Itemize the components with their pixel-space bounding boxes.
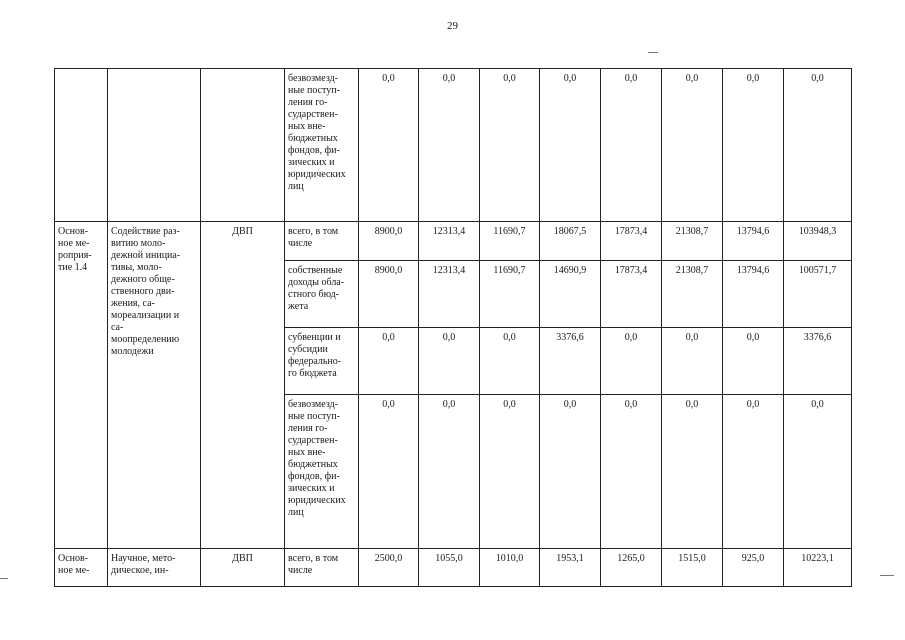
funding-source-cell: субвенции и субсидии федерально- го бюджета [285, 328, 359, 395]
event-name-cell [108, 69, 201, 222]
value-cell: 0,0 [419, 69, 480, 222]
value-cell: 2500,0 [359, 549, 419, 587]
value-cell: 0,0 [480, 69, 540, 222]
value-cell: 0,0 [662, 395, 723, 549]
value-cell: 0,0 [359, 395, 419, 549]
value-cell: 1515,0 [662, 549, 723, 587]
page-number: 29 [447, 20, 458, 32]
funding-source-cell: безвозмезд- ные поступ- ления го- сударствен- ных вне- бюджетных фондов, фи- зических и юридических лиц [285, 69, 359, 222]
value-cell: 11690,7 [480, 261, 540, 328]
table-row [55, 69, 852, 222]
event-status-cell [55, 69, 108, 222]
value-cell: 0,0 [359, 69, 419, 222]
funding-source-cell: всего, в том числе [285, 549, 359, 587]
value-cell: 1055,0 [419, 549, 480, 587]
value-cell: 0,0 [723, 69, 784, 222]
value-cell: 0,0 [601, 395, 662, 549]
value-cell: 0,0 [480, 395, 540, 549]
event-status-cell: Основ- ное ме- роприя- тие 1.4 [55, 222, 108, 549]
scan-mark [880, 575, 894, 576]
value-cell: 1010,0 [480, 549, 540, 587]
value-cell: 100571,7 [784, 261, 852, 328]
executor-cell: ДВП [201, 549, 285, 587]
executor-cell [201, 69, 285, 222]
funding-source-cell: собственные доходы обла- стного бюд- жета [285, 261, 359, 328]
funding-source-cell: безвозмезд- ные поступ- ления го- сударствен- ных вне- бюджетных фондов, фи- зических и юридических лиц [285, 395, 359, 549]
value-cell: 21308,7 [662, 261, 723, 328]
value-cell: 12313,4 [419, 261, 480, 328]
budget-table [54, 68, 852, 587]
value-cell: 14690,9 [540, 261, 601, 328]
value-cell: 103948,3 [784, 222, 852, 261]
value-cell: 0,0 [540, 395, 601, 549]
value-cell: 0,0 [784, 69, 852, 222]
value-cell: 0,0 [359, 328, 419, 395]
value-cell: 13794,6 [723, 222, 784, 261]
value-cell: 8900,0 [359, 261, 419, 328]
value-cell: 0,0 [784, 395, 852, 549]
value-cell: 18067,5 [540, 222, 601, 261]
scan-mark [0, 578, 8, 579]
event-status-cell: Основ- ное ме- [55, 549, 108, 587]
value-cell: 0,0 [419, 328, 480, 395]
event-name-cell: Содействие раз- витию моло- дежной инициа- тивы, моло- дежного обще- ственного дви- жения, са- мореализации и са- моопределению молодежи [108, 222, 201, 549]
value-cell: 1953,1 [540, 549, 601, 587]
value-cell: 21308,7 [662, 222, 723, 261]
value-cell: 0,0 [601, 328, 662, 395]
value-cell: 10223,1 [784, 549, 852, 587]
value-cell: 8900,0 [359, 222, 419, 261]
value-cell: 1265,0 [601, 549, 662, 587]
value-cell: 0,0 [662, 69, 723, 222]
value-cell: 12313,4 [419, 222, 480, 261]
event-name-cell: Научное, мето- дическое, ин- [108, 549, 201, 587]
table-row [55, 549, 852, 587]
scan-mark [648, 52, 658, 53]
value-cell: 3376,6 [540, 328, 601, 395]
value-cell: 0,0 [723, 328, 784, 395]
executor-cell: ДВП [201, 222, 285, 549]
value-cell: 13794,6 [723, 261, 784, 328]
value-cell: 0,0 [419, 395, 480, 549]
value-cell: 11690,7 [480, 222, 540, 261]
value-cell: 0,0 [480, 328, 540, 395]
table-row [55, 222, 852, 261]
value-cell: 0,0 [723, 395, 784, 549]
value-cell: 925,0 [723, 549, 784, 587]
funding-source-cell: всего, в том числе [285, 222, 359, 261]
value-cell: 0,0 [540, 69, 601, 222]
value-cell: 3376,6 [784, 328, 852, 395]
value-cell: 0,0 [662, 328, 723, 395]
value-cell: 0,0 [601, 69, 662, 222]
value-cell: 17873,4 [601, 261, 662, 328]
value-cell: 17873,4 [601, 222, 662, 261]
